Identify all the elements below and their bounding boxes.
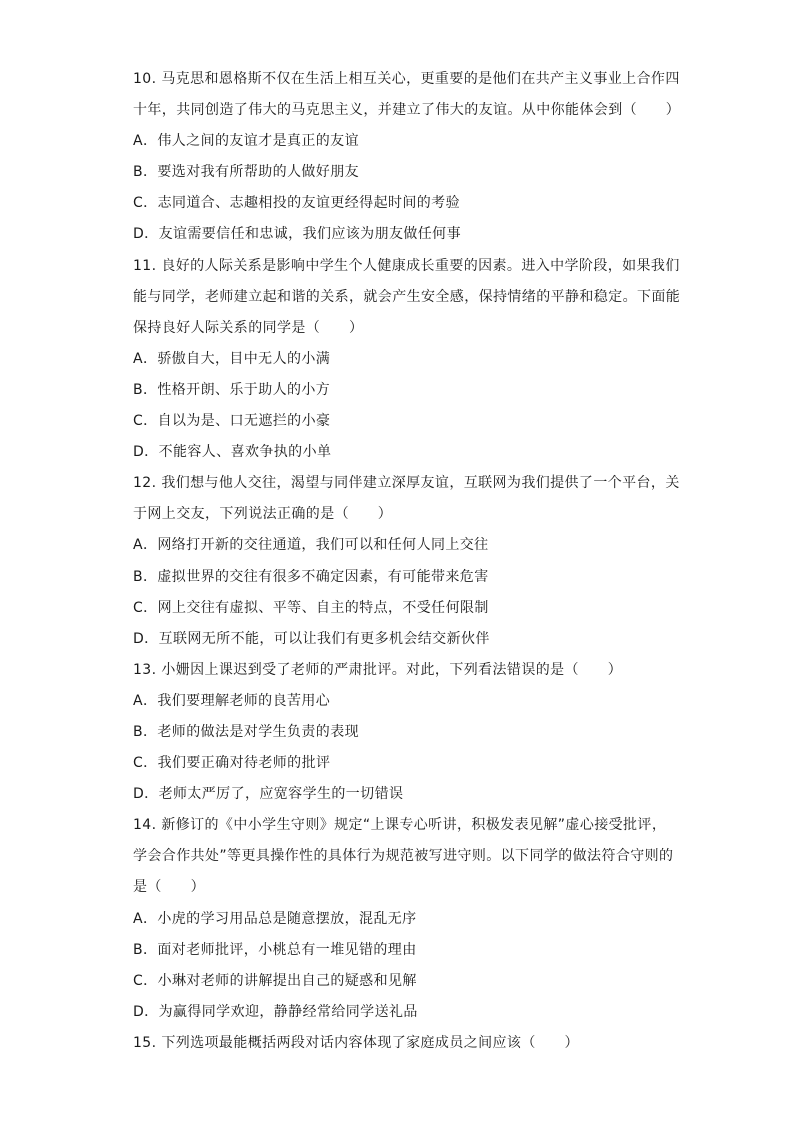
option-d: D．互联网无所不能，可以让我们有更多机会结交新伙伴 (133, 630, 490, 647)
option-c: C．小琳对老师的讲解提出自己的疑惑和见解 (133, 972, 417, 989)
option-b: B．性格开朗、乐于助人的小方 (133, 381, 331, 398)
question-stem-line: 保持良好人际关系的同学是（ ） (133, 319, 364, 336)
question-stem-line: 十年，共同创造了伟大的马克思主义，并建立了伟大的友谊。从中你能体会到（ ） (133, 102, 681, 119)
question-stem-line: 10. 马克思和恩格斯不仅在生活上相互关心，更重要的是他们在共产主义事业上合作四 (133, 71, 680, 87)
option-c: C．自以为是、口无遮拦的小豪 (133, 413, 331, 430)
question-12 (133, 468, 680, 655)
option-d: D．为赢得同学欢迎，静静经常给同学送礼品 (133, 1003, 418, 1020)
option-b: B．老师的做法是对学生负责的表现 (133, 723, 360, 740)
option-c: C．志同道合、志趣相投的友谊更经得起时间的考验 (133, 195, 460, 212)
question-14 (133, 810, 673, 1028)
option-a: A．小虎的学习用品总是随意摆放，混乱无序 (133, 910, 417, 927)
question-stem-line: 14. 新修订的《中小学生守则》规定“上课专心听讲，积极发表见解”虚心接受批评， (133, 817, 667, 834)
option-a: A．伟人之间的友谊才是真正的友谊 (133, 133, 359, 150)
question-stem-line: 于网上交友，下列说法正确的是（ ） (133, 506, 393, 523)
question-stem-line: 学会合作共处”等更具操作性的具体行为规范被写进守则。以下同学的做法符合守则的 (133, 848, 674, 865)
question-stem-line: 能与同学，老师建立起和谐的关系，就会产生安全感，保持情绪的平静和稳定。下面能 (133, 288, 681, 305)
question-stem-line: 12. 我们想与他人交往，渴望与同伴建立深厚友谊，互联网为我们提供了一个平台，关 (133, 475, 680, 492)
option-d: D．友谊需要信任和忠诚，我们应该为朋友做任何事 (133, 226, 461, 243)
question-stem-line: 11. 良好的人际关系是影响中学生个人健康成长重要的因素。进入中学阶段，如果我们 (133, 257, 680, 274)
option-a: A．我们要理解老师的良苦用心 (133, 692, 331, 709)
question-10 (133, 64, 681, 251)
option-a: A．网络打开新的交往通道，我们可以和任何人同上交往 (133, 537, 489, 554)
option-b: B．要选对我有所帮助的人做好朋友 (133, 164, 360, 181)
question-stem-line: 15. 下列选项最能概括两段对话内容体现了家庭成员之间应该（ ） (133, 1034, 579, 1051)
question-13 (133, 655, 673, 810)
option-c: C．我们要正确对待老师的批评 (133, 755, 331, 772)
question-stem-line: 13. 小姗因上课迟到受了老师的严肃批评。对此，下列看法错误的是（ ） (133, 661, 623, 678)
question-stem-line: 是（ ） (133, 879, 205, 896)
option-b: B．虚拟世界的交往有很多不确定因素，有可能带来危害 (133, 568, 489, 585)
option-b: B．面对老师批评，小桃总有一堆见错的理由 (133, 941, 417, 958)
option-d: D．不能容人、喜欢争执的小单 (133, 444, 332, 461)
option-c: C．网上交往有虚拟、平等、自主的特点，不受任何限制 (133, 599, 489, 616)
option-d: D．老师太严厉了，应宽容学生的一切错误 (133, 786, 404, 803)
option-a: A．骄傲自大，目中无人的小满 (133, 350, 331, 367)
question-11 (133, 251, 681, 469)
question-15 (133, 1028, 673, 1059)
question-list (133, 64, 681, 1059)
